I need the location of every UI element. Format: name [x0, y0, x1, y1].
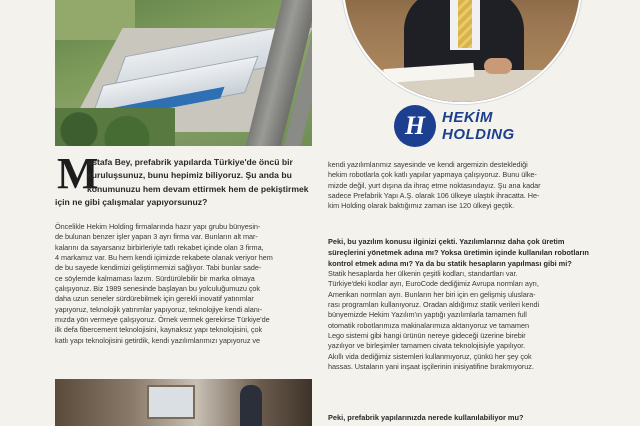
body-line: kalarını da sayarsanız birbirleriyle tatlı rekabet içinde olan 3 firma,	[55, 242, 264, 252]
question-heading-next	[328, 412, 593, 423]
intro-line: kuruluşsunuz, bunu hepimiz biliyoruz. Şu anda bu	[87, 170, 292, 181]
body-line: mızda yön vermeye çalışıyoruz. Örnek vermek gerekirse Türkiye'de	[55, 315, 270, 325]
body-line: de bulunan benzer işler yapan 3 ayrı firma var. Bunların alt mar-	[55, 232, 258, 242]
body-line: çalışıyoruz. Biz 1989 senesinde başlayan bu yolculuğumuzu çok	[55, 284, 261, 294]
body-paragraph-right-top	[328, 160, 593, 212]
body-line: yapıyoruz, teknolojik yatırımlar yapıyoruz, teknolojiye kendi alanı-	[55, 304, 263, 314]
question-line: Peki, prefabrik yapılarınızda nerede kullanılabiliyor mu?	[328, 413, 524, 422]
question-line: kontrol etmek adına mı? Ya da bu statik hesapların yapılması gibi mi?	[328, 259, 572, 269]
body-line: de bu sayede kendimizi geliştirmemizi sağlıyor. Tabi bunlar sade-	[55, 263, 262, 273]
body-line: sadece Prefabrik Yapı A.Ş. olarak 106 ülkeye ulaştık ihracatta. He-	[328, 191, 540, 201]
hekim-holding-logo	[394, 105, 534, 149]
body-line: Öncelikle Hekim Holding firmalarında hazır yapı grubu bünyesin-	[55, 222, 261, 231]
intro-question	[55, 156, 313, 210]
body-line: katlı yapı teknolojisini getirdik, kendi yazılımlarımızı yapıyoruz ve	[55, 335, 261, 345]
body-paragraph-right-answer	[328, 269, 593, 372]
aerial-factory-photo	[55, 0, 312, 146]
logo-name-line1: HEKİM	[442, 109, 493, 126]
body-paragraph-left	[55, 222, 312, 346]
question-heading	[328, 236, 593, 270]
body-line: mizde değil, yurt dışına da ihraç etme noktasındayız. Şu ana kadar	[328, 180, 541, 190]
body-line: yazılıyor ve birleşimler tamamen civata teknolojisiyle yapılıyor.	[328, 341, 526, 351]
body-line: kim Holding olarak baktığımız zaman ise 120 ülkeyi geçtik.	[328, 201, 515, 211]
body-line: ce söylemde kalmaması lazım. Sürdürülebilir bir marka olmaya	[55, 273, 255, 283]
body-line: hekim robotlarla çok katlı yapılar yapmaya çalışıyoruz. Bunu ülke-	[328, 170, 537, 180]
body-line: Türkiye'deki kodlar ayrı, EuroCode dediğimiz Avrupa normları ayrı,	[328, 279, 539, 289]
body-line: bünyemizde Hekim Yazılım'ın yaptığı yazılımlarla tamamen full	[328, 310, 527, 320]
logo-name-line2: HOLDING	[442, 126, 515, 143]
body-line: rası programları kullanıyoruz. Oradan aldığımız statik verileri kendi	[328, 300, 540, 310]
intro-line: için ne gibi çalışmalar yapıyorsunuz?	[55, 197, 208, 208]
body-line: hassas. Ustaların yani inşaat işçilerinin inisiyatifine bırakmıyoruz.	[328, 362, 534, 372]
intro-line: konumunuzu hem devam ettirmek hem de pekiştirmek	[87, 183, 309, 194]
body-line: kendi yazılımlarımız sayesinde ve kendi argemizin desteklediği	[328, 160, 528, 169]
body-line: Statik hesaplarda her ülkenin çeşitli kodları, standartları var.	[328, 269, 518, 278]
question-line: Peki, bu yazılım konusu ilginizi çekti. Yazılımlarınız daha çok üretim	[328, 237, 565, 246]
body-line: Akıllı vida dediğimiz sistemleri kullanmıyoruz, çünkü her şey çok	[328, 351, 532, 361]
body-line: Amerikan normları ayrı. Bunların her biri için en gelişmiş uluslara-	[328, 289, 536, 299]
intro-line: ustafa Bey, prefabrik yapılarda Türkiye'de öncü bir	[87, 157, 293, 167]
question-line: süreçlerini yönetmek adına mı? Yoksa üretimin içinde kullanılan robotların	[328, 248, 589, 258]
office-photo	[55, 379, 312, 426]
left-column	[55, 0, 312, 426]
body-line: ilk defa fibercement teknolojisini, kaynaksız yapı teknolojisini, çok	[55, 325, 263, 335]
body-line: otomatik robotlarımıza makinalarımıza aktarıyoruz ve tamamen	[328, 320, 529, 330]
body-line: 4 markamız var. Bu hem kendi içimizde rekabete olanak veriyor hem	[55, 253, 273, 263]
body-line: daha uzun seneler sürdürebilmek için gerekli inovatif yatırımlar	[55, 294, 254, 304]
body-line: Lego sistemi gibi hangi ürünün nereye gideceği üzerine birebir	[328, 331, 526, 341]
drop-cap: M	[57, 149, 99, 198]
right-column	[328, 0, 593, 426]
portrait-photo	[328, 0, 593, 100]
logo-mark-icon: H	[394, 105, 436, 147]
